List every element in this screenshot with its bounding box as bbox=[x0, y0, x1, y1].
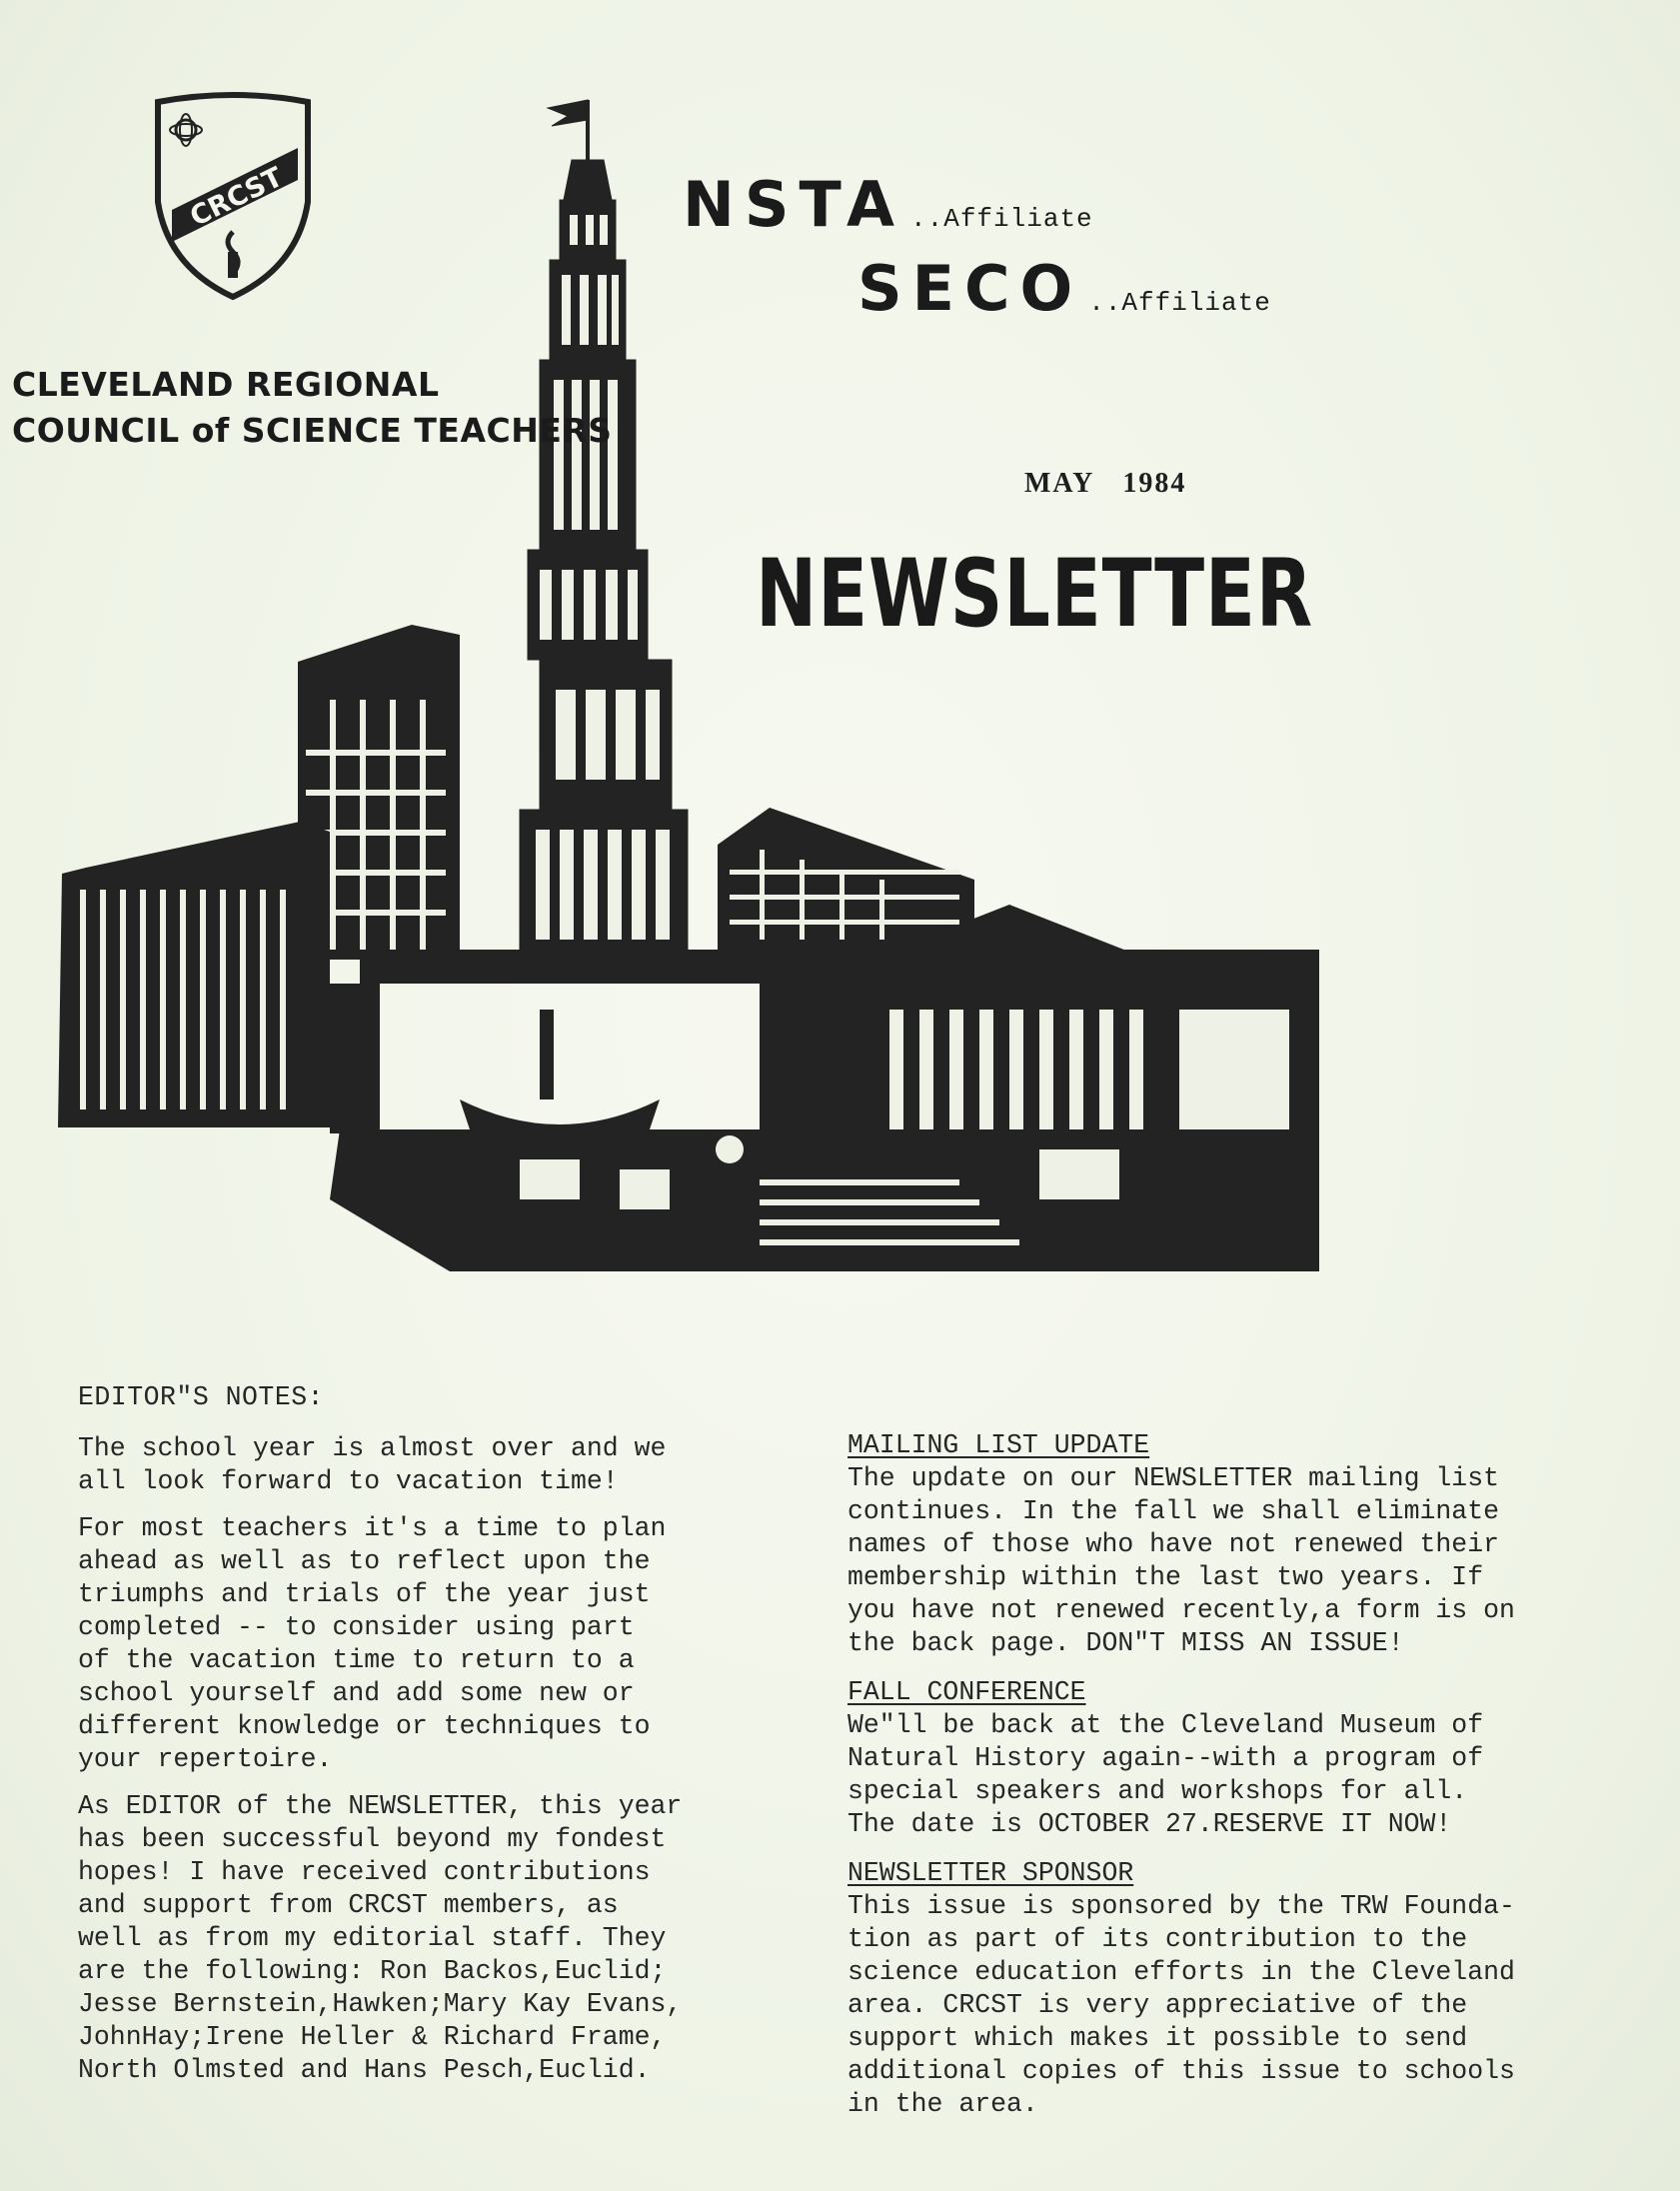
editors-notes-column bbox=[78, 1381, 758, 2101]
nsta-label: NSTA bbox=[683, 168, 905, 241]
issue-date bbox=[1024, 468, 1186, 500]
editors-notes-paragraph-1: The school year is almost over and we all look forward to vacation time! bbox=[78, 1433, 667, 1496]
mailing-list-body: The update on our NEWSLETTER mailing list continues. In the fall we shall eliminate names of those who have not renewed their membership within the last two years. If you have not renewed recently,a form is on the back page. DON"T MISS AN ISSUE! bbox=[847, 1463, 1515, 1658]
nsta-affiliation bbox=[683, 168, 1093, 241]
org-name-line-1: CLEVELAND REGIONAL bbox=[12, 365, 440, 404]
sponsor-body: This issue is sponsored by the TRW Founda- tion as part of its contribution to the science education efforts in the Cleveland area. CRCST is very appreciative of the support which makes it possible to send additional copies of this issue to schools in the area. bbox=[847, 1891, 1515, 2119]
fall-conference-section bbox=[847, 1676, 1567, 1841]
seco-affiliate-suffix: ..Affiliate bbox=[1088, 288, 1271, 318]
issue-month: MAY bbox=[1024, 468, 1095, 499]
organization-name bbox=[12, 362, 613, 454]
nsta-affiliate-suffix: ..Affiliate bbox=[910, 204, 1093, 234]
crest-text: CRCST bbox=[185, 161, 288, 233]
mailing-list-heading: MAILING LIST UPDATE bbox=[847, 1430, 1150, 1460]
fall-conference-heading: FALL CONFERENCE bbox=[847, 1677, 1086, 1707]
sponsor-section bbox=[847, 1857, 1567, 2121]
seco-label: SECO bbox=[857, 252, 1083, 325]
editors-notes-heading: EDITOR"S NOTES: bbox=[78, 1382, 325, 1412]
mailing-list-section bbox=[847, 1429, 1567, 1660]
sponsor-heading: NEWSLETTER SPONSOR bbox=[847, 1858, 1134, 1888]
org-name-line-2: COUNCIL of SCIENCE TEACHERS bbox=[12, 411, 613, 450]
announcements-column bbox=[847, 1429, 1567, 2137]
crcst-crest-logo bbox=[148, 92, 318, 304]
newsletter-title: NEWSLETTER bbox=[756, 540, 1313, 649]
fall-conference-body: We"ll be back at the Cleveland Museum of Natural History again--with a program of special speakers and workshops for all. The date is OCTOBER 27.RESERVE IT NOW! bbox=[847, 1710, 1484, 1839]
editors-notes-paragraph-2: For most teachers it's a time to plan ahead as well as to reflect upon the triumphs and trials of the year just completed -- to consider using part of the vacation time to return to a school yourself and add some new or different knowledge or techniques to your repertoire. bbox=[78, 1513, 667, 1774]
editors-notes-paragraph-3: As EDITOR of the NEWSLETTER, this year has been successful beyond my fondest hopes! I have received contributions and support from CRCST members, as well as from my editorial staff. They are the following: Ron Backos,Euclid; Jesse Bernstein,Hawken;Mary Kay Evans, JohnHay;Irene Heller & Richard Frame, North Olmsted and Hans Pesch,Euclid. bbox=[78, 1791, 683, 2085]
seco-affiliation bbox=[857, 252, 1271, 325]
issue-year: 1984 bbox=[1122, 468, 1187, 499]
